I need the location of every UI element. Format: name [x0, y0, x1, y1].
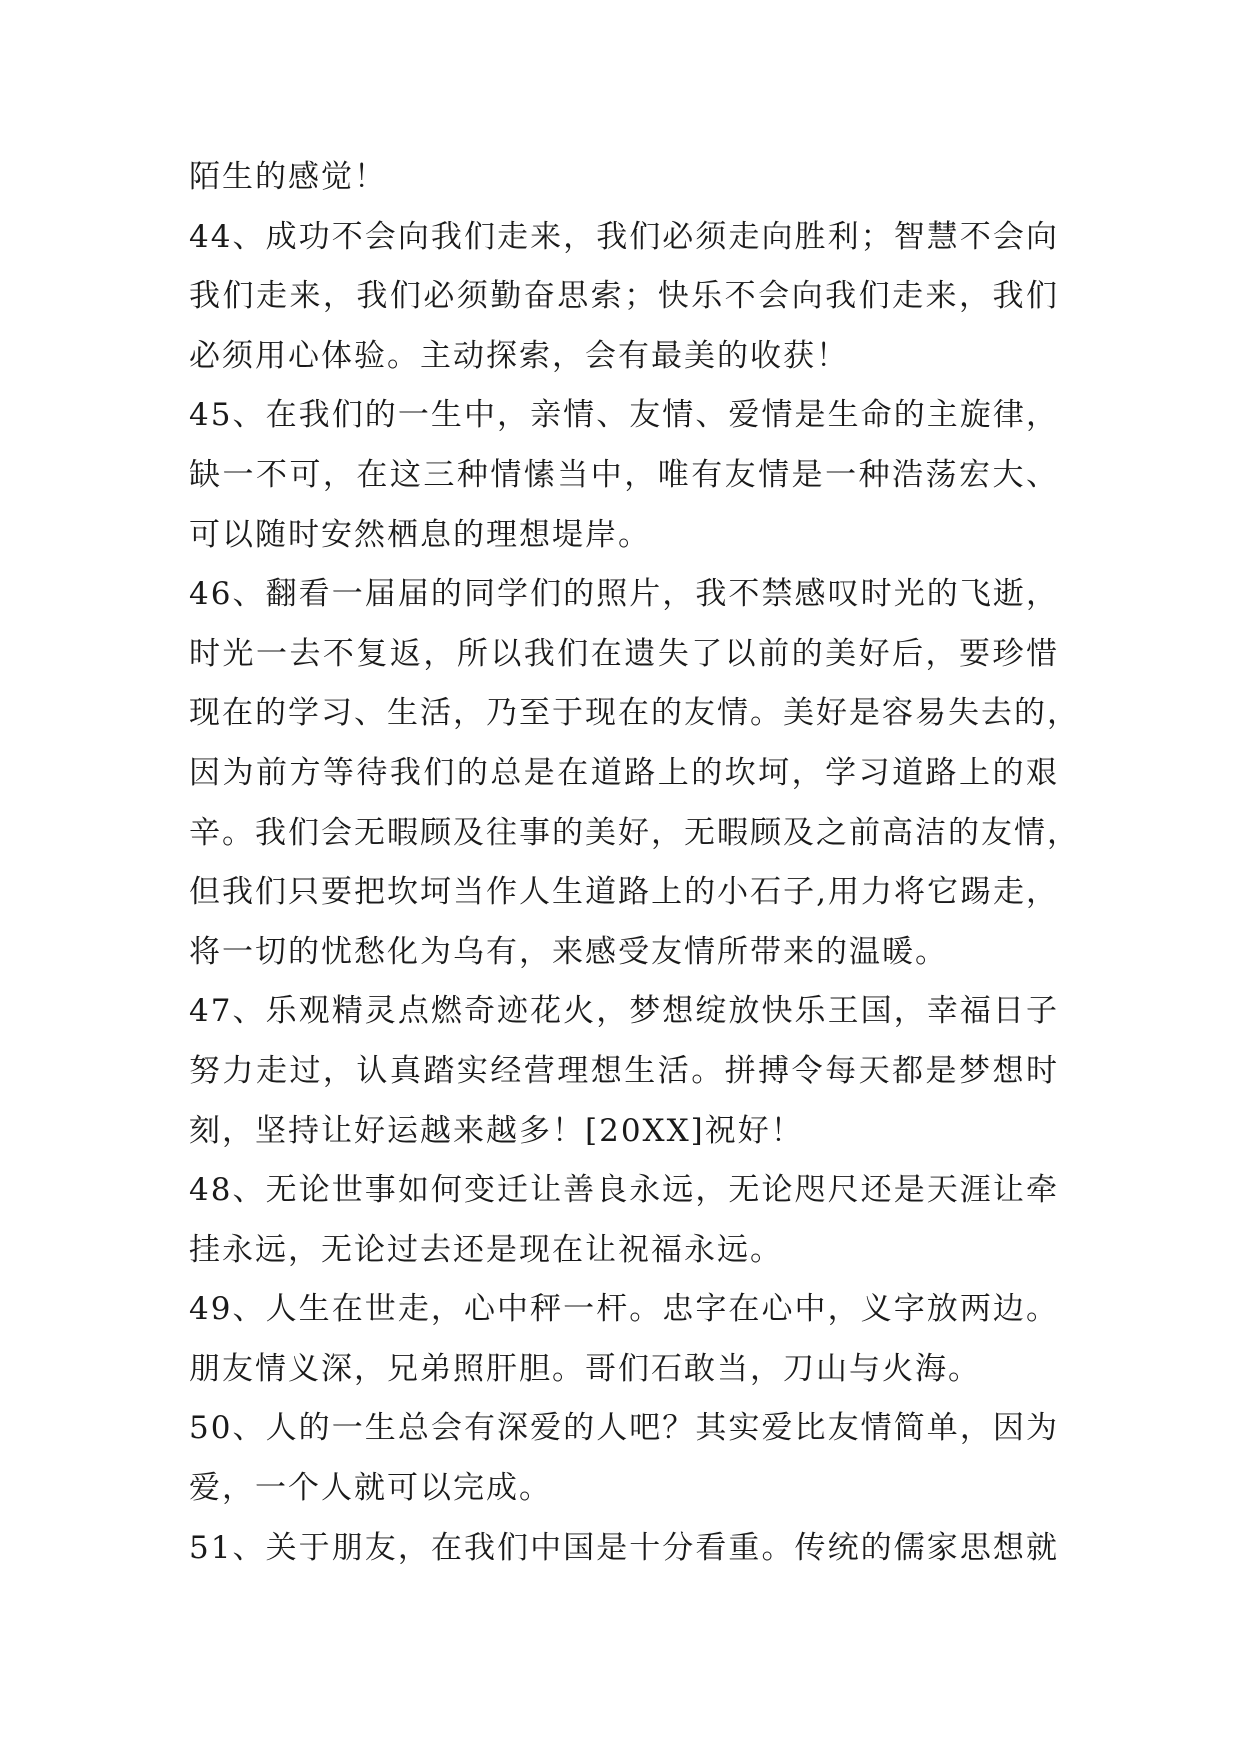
text-line: 缺一不可，在这三种情愫当中，唯有友情是一种浩荡宏大、 — [189, 456, 1059, 493]
text-line: 陌生的感觉！ — [189, 159, 387, 195]
text-line: 朋友情义深，兄弟照肝胆。哥们石敢当，刀山与火海。 — [189, 1350, 981, 1387]
text-line: 可以随时安然栖息的理想堤岸。 — [189, 516, 651, 553]
text-line: 辛。我们会无暇顾及往事的美好，无暇顾及之前高洁的友情， — [189, 814, 1080, 851]
text-line: 刻，坚持让好运越来越多！[20XX]祝好！ — [189, 1112, 804, 1149]
text-line: 努力走过，认真踏实经营理想生活。拼搏令每天都是梦想时 — [189, 1052, 1059, 1089]
text-line: 47、乐观精灵点燃奇迹花火，梦想绽放快乐王国，幸福日子 — [189, 993, 1059, 1030]
text-line: 必须用心体验。主动探索，会有最美的收获！ — [189, 337, 849, 374]
text-line: 46、翻看一届届的同学们的照片，我不禁感叹时光的飞逝， — [189, 576, 1059, 613]
text-line: 44、成功不会向我们走来，我们必须走向胜利；智慧不会向 — [189, 218, 1059, 255]
text-line: 现在的学习、生活，乃至于现在的友情。美好是容易失去的， — [189, 695, 1080, 732]
text-line: 51、关于朋友，在我们中国是十分看重。传统的儒家思想就 — [189, 1529, 1059, 1566]
text-line: 因为前方等待我们的总是在道路上的坎坷，学习道路上的艰 — [189, 754, 1059, 791]
text-line: 挂永远，无论过去还是现在让祝福永远。 — [189, 1231, 783, 1268]
text-line: 但我们只要把坎坷当作人生道路上的小石子,用力将它踢走， — [189, 874, 1059, 911]
text-line: 48、无论世事如何变迁让善良永远，无论咫尺还是天涯让牵 — [189, 1172, 1059, 1209]
text-line: 爱，一个人就可以完成。 — [189, 1470, 552, 1507]
text-line: 将一切的忧愁化为乌有，来感受友情所带来的温暖。 — [189, 933, 948, 970]
text-line: 时光一去不复返，所以我们在遗失了以前的美好后，要珍惜 — [189, 635, 1059, 672]
text-line: 45、在我们的一生中，亲情、友情、爱情是生命的主旋律， — [189, 397, 1059, 434]
document-body — [189, 148, 1080, 1578]
text-line: 我们走来，我们必须勤奋思索；快乐不会向我们走来，我们 — [189, 278, 1059, 315]
text-line: 49、人生在世走，心中秤一杆。忠字在心中，义字放两边。 — [189, 1291, 1059, 1328]
text-line: 50、人的一生总会有深爱的人吧？其实爱比友情简单，因为 — [189, 1410, 1059, 1447]
